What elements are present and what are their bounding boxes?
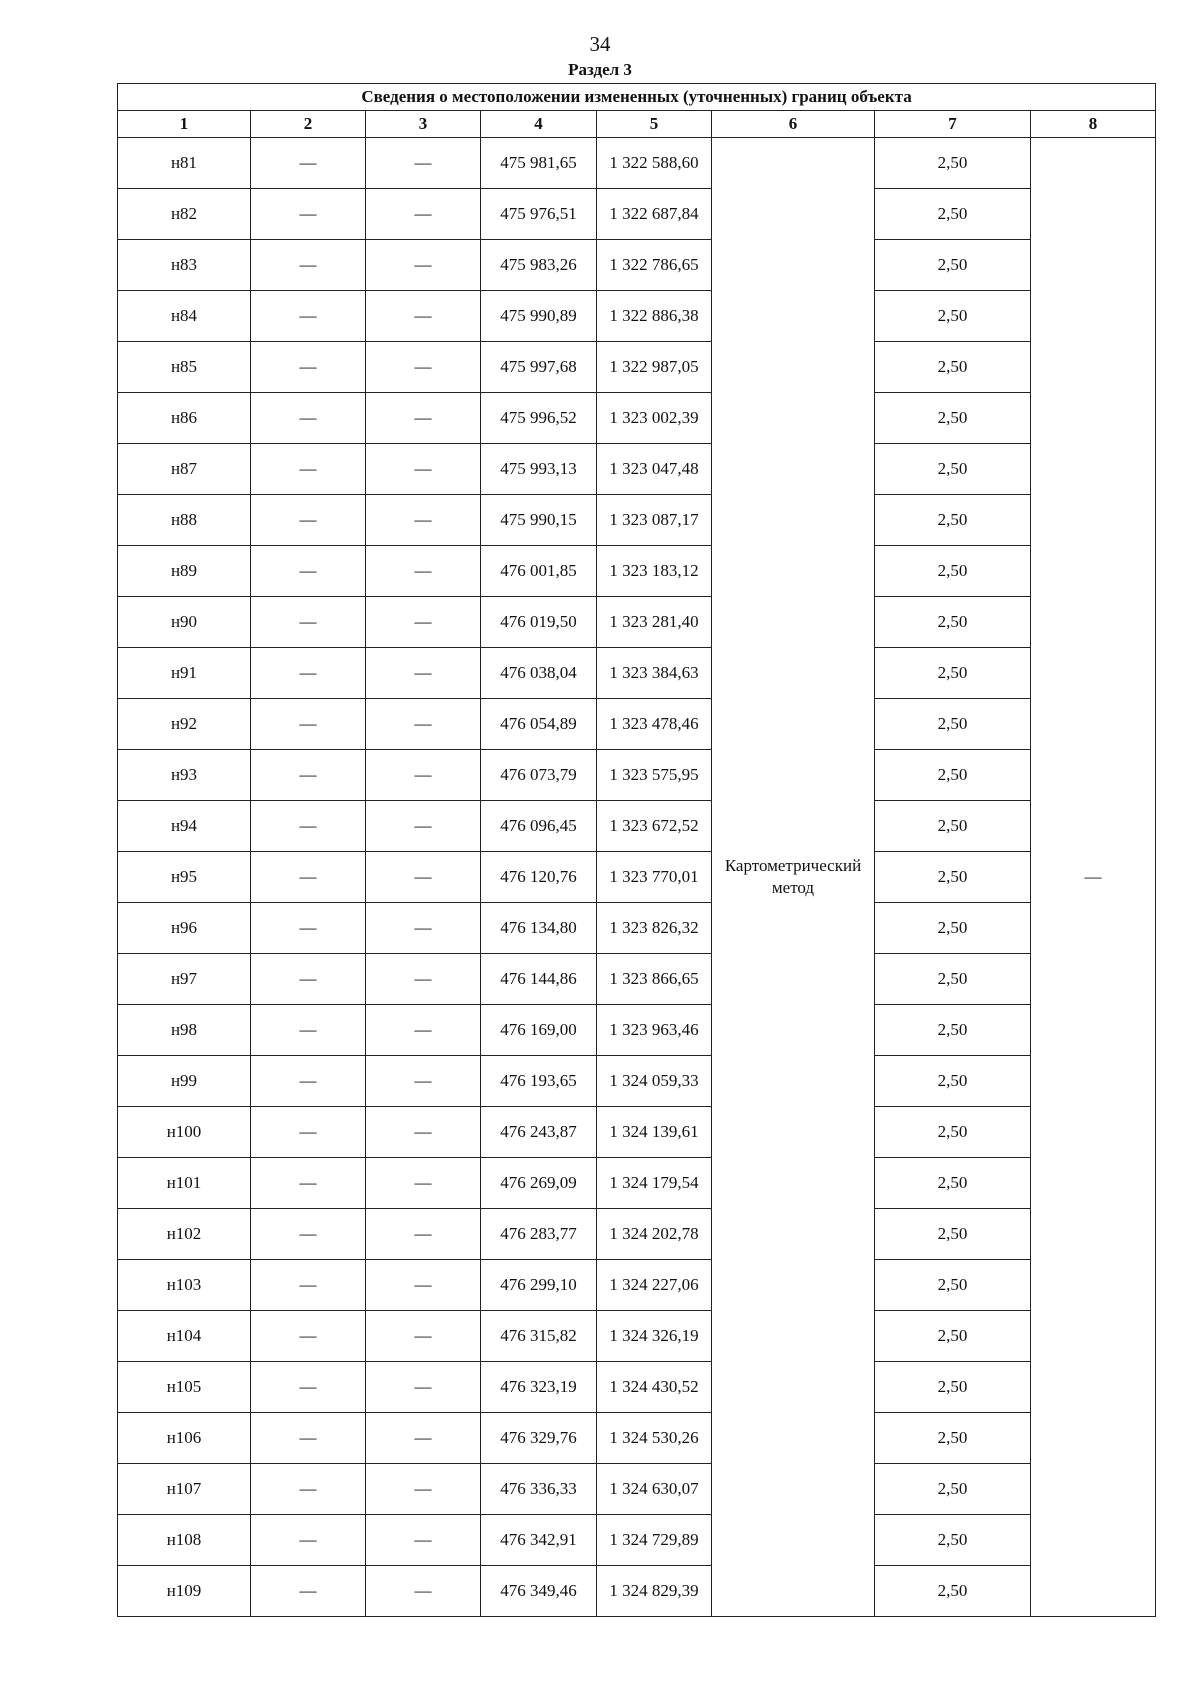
accuracy-cell: 2,50	[875, 240, 1031, 291]
y-coordinate-cell: 1 324 179,54	[597, 1158, 712, 1209]
point-name-cell: н101	[118, 1158, 251, 1209]
column-number: 1	[118, 111, 251, 138]
column-number: 6	[712, 111, 875, 138]
table-row	[118, 138, 1156, 189]
x-coordinate-cell: 475 983,26	[481, 240, 597, 291]
table-row	[118, 495, 1156, 546]
y-coordinate-cell: 1 323 384,63	[597, 648, 712, 699]
table-row	[118, 1005, 1156, 1056]
column-2-dash-cell: —	[251, 240, 366, 291]
point-name-cell: н86	[118, 393, 251, 444]
x-coordinate-cell: 476 193,65	[481, 1056, 597, 1107]
table-row	[118, 240, 1156, 291]
point-name-cell: н100	[118, 1107, 251, 1158]
accuracy-cell: 2,50	[875, 1107, 1031, 1158]
accuracy-cell: 2,50	[875, 954, 1031, 1005]
column-3-dash-cell: —	[366, 750, 481, 801]
x-coordinate-cell: 476 315,82	[481, 1311, 597, 1362]
x-coordinate-cell: 476 299,10	[481, 1260, 597, 1311]
table-row	[118, 342, 1156, 393]
y-coordinate-cell: 1 324 202,78	[597, 1209, 712, 1260]
y-coordinate-cell: 1 323 087,17	[597, 495, 712, 546]
column-2-dash-cell: —	[251, 1311, 366, 1362]
table-row	[118, 801, 1156, 852]
column-number: 3	[366, 111, 481, 138]
accuracy-cell: 2,50	[875, 1464, 1031, 1515]
y-coordinate-cell: 1 323 866,65	[597, 954, 712, 1005]
y-coordinate-cell: 1 323 478,46	[597, 699, 712, 750]
accuracy-cell: 2,50	[875, 648, 1031, 699]
column-3-dash-cell: —	[366, 801, 481, 852]
column-3-dash-cell: —	[366, 1107, 481, 1158]
column-2-dash-cell: —	[251, 1107, 366, 1158]
column-3-dash-cell: —	[366, 240, 481, 291]
column-3-dash-cell: —	[366, 138, 481, 189]
accuracy-cell: 2,50	[875, 1005, 1031, 1056]
table-row	[118, 1464, 1156, 1515]
accuracy-cell: 2,50	[875, 801, 1031, 852]
y-coordinate-cell: 1 324 829,39	[597, 1566, 712, 1617]
column-2-dash-cell: —	[251, 1158, 366, 1209]
point-name-cell: н96	[118, 903, 251, 954]
table-row	[118, 954, 1156, 1005]
accuracy-cell: 2,50	[875, 342, 1031, 393]
column-3-dash-cell: —	[366, 903, 481, 954]
column-2-dash-cell: —	[251, 648, 366, 699]
accuracy-cell: 2,50	[875, 1362, 1031, 1413]
column-3-dash-cell: —	[366, 495, 481, 546]
table-row	[118, 852, 1156, 903]
column-2-dash-cell: —	[251, 393, 366, 444]
y-coordinate-cell: 1 323 672,52	[597, 801, 712, 852]
column-3-dash-cell: —	[366, 291, 481, 342]
table-row	[118, 597, 1156, 648]
accuracy-cell: 2,50	[875, 699, 1031, 750]
point-name-cell: н95	[118, 852, 251, 903]
y-coordinate-cell: 1 324 430,52	[597, 1362, 712, 1413]
y-coordinate-cell: 1 323 770,01	[597, 852, 712, 903]
accuracy-cell: 2,50	[875, 852, 1031, 903]
point-name-cell: н85	[118, 342, 251, 393]
point-name-cell: н84	[118, 291, 251, 342]
boundary-coordinates-table	[117, 83, 1156, 1617]
column-number: 4	[481, 111, 597, 138]
column-3-dash-cell: —	[366, 1005, 481, 1056]
point-name-cell: н107	[118, 1464, 251, 1515]
x-coordinate-cell: 475 993,13	[481, 444, 597, 495]
table-caption: Сведения о местоположении измененных (уточненных) границ объекта	[118, 84, 1156, 111]
y-coordinate-cell: 1 323 281,40	[597, 597, 712, 648]
accuracy-cell: 2,50	[875, 546, 1031, 597]
accuracy-cell: 2,50	[875, 291, 1031, 342]
y-coordinate-cell: 1 324 530,26	[597, 1413, 712, 1464]
x-coordinate-cell: 475 981,65	[481, 138, 597, 189]
x-coordinate-cell: 476 243,87	[481, 1107, 597, 1158]
column-2-dash-cell: —	[251, 1260, 366, 1311]
x-coordinate-cell: 476 054,89	[481, 699, 597, 750]
column-2-dash-cell: —	[251, 750, 366, 801]
y-coordinate-cell: 1 323 183,12	[597, 546, 712, 597]
x-coordinate-cell: 476 323,19	[481, 1362, 597, 1413]
table-row	[118, 1158, 1156, 1209]
column-3-dash-cell: —	[366, 852, 481, 903]
point-name-cell: н98	[118, 1005, 251, 1056]
column-3-dash-cell: —	[366, 1056, 481, 1107]
point-name-cell: н91	[118, 648, 251, 699]
y-coordinate-cell: 1 322 987,05	[597, 342, 712, 393]
table-row	[118, 903, 1156, 954]
accuracy-cell: 2,50	[875, 495, 1031, 546]
column-3-dash-cell: —	[366, 1311, 481, 1362]
column-3-dash-cell: —	[366, 1566, 481, 1617]
y-coordinate-cell: 1 324 630,07	[597, 1464, 712, 1515]
y-coordinate-cell: 1 324 139,61	[597, 1107, 712, 1158]
column-2-dash-cell: —	[251, 801, 366, 852]
column-2-dash-cell: —	[251, 291, 366, 342]
column-number: 8	[1031, 111, 1156, 138]
point-name-cell: н104	[118, 1311, 251, 1362]
column-number-row	[118, 111, 1156, 138]
table-row	[118, 1413, 1156, 1464]
column-number: 5	[597, 111, 712, 138]
table-row	[118, 1566, 1156, 1617]
accuracy-cell: 2,50	[875, 1566, 1031, 1617]
column-2-dash-cell: —	[251, 342, 366, 393]
point-name-cell: н106	[118, 1413, 251, 1464]
point-name-cell: н94	[118, 801, 251, 852]
x-coordinate-cell: 476 329,76	[481, 1413, 597, 1464]
page-number: 34	[589, 32, 611, 56]
column-2-dash-cell: —	[251, 1515, 366, 1566]
column-2-dash-cell: —	[251, 852, 366, 903]
column-3-dash-cell: —	[366, 1260, 481, 1311]
point-name-cell: н88	[118, 495, 251, 546]
point-name-cell: н87	[118, 444, 251, 495]
column-2-dash-cell: —	[251, 546, 366, 597]
column-2-dash-cell: —	[251, 444, 366, 495]
y-coordinate-cell: 1 324 326,19	[597, 1311, 712, 1362]
column-8-dash-cell: —	[1031, 138, 1156, 1617]
y-coordinate-cell: 1 322 786,65	[597, 240, 712, 291]
x-coordinate-cell: 476 269,09	[481, 1158, 597, 1209]
x-coordinate-cell: 476 342,91	[481, 1515, 597, 1566]
point-name-cell: н81	[118, 138, 251, 189]
table-row	[118, 1362, 1156, 1413]
accuracy-cell: 2,50	[875, 903, 1031, 954]
column-2-dash-cell: —	[251, 954, 366, 1005]
y-coordinate-cell: 1 324 729,89	[597, 1515, 712, 1566]
x-coordinate-cell: 475 976,51	[481, 189, 597, 240]
column-2-dash-cell: —	[251, 189, 366, 240]
table-row	[118, 1515, 1156, 1566]
point-name-cell: н82	[118, 189, 251, 240]
x-coordinate-cell: 475 996,52	[481, 393, 597, 444]
table-row	[118, 699, 1156, 750]
accuracy-cell: 2,50	[875, 1158, 1031, 1209]
y-coordinate-cell: 1 322 687,84	[597, 189, 712, 240]
x-coordinate-cell: 475 990,15	[481, 495, 597, 546]
y-coordinate-cell: 1 323 963,46	[597, 1005, 712, 1056]
column-2-dash-cell: —	[251, 1413, 366, 1464]
table-row	[118, 189, 1156, 240]
accuracy-cell: 2,50	[875, 1311, 1031, 1362]
column-3-dash-cell: —	[366, 1362, 481, 1413]
point-name-cell: н109	[118, 1566, 251, 1617]
x-coordinate-cell: 476 096,45	[481, 801, 597, 852]
table-row	[118, 393, 1156, 444]
accuracy-cell: 2,50	[875, 1209, 1031, 1260]
table-row	[118, 546, 1156, 597]
column-2-dash-cell: —	[251, 495, 366, 546]
column-2-dash-cell: —	[251, 1362, 366, 1413]
column-2-dash-cell: —	[251, 1464, 366, 1515]
accuracy-cell: 2,50	[875, 1515, 1031, 1566]
column-3-dash-cell: —	[366, 648, 481, 699]
table-row	[118, 1260, 1156, 1311]
y-coordinate-cell: 1 323 826,32	[597, 903, 712, 954]
point-name-cell: н105	[118, 1362, 251, 1413]
point-name-cell: н93	[118, 750, 251, 801]
method-cell: Картометрический метод	[712, 138, 875, 1617]
x-coordinate-cell: 476 038,04	[481, 648, 597, 699]
point-name-cell: н99	[118, 1056, 251, 1107]
point-name-cell: н102	[118, 1209, 251, 1260]
y-coordinate-cell: 1 323 047,48	[597, 444, 712, 495]
x-coordinate-cell: 476 283,77	[481, 1209, 597, 1260]
y-coordinate-cell: 1 323 575,95	[597, 750, 712, 801]
column-2-dash-cell: —	[251, 1056, 366, 1107]
x-coordinate-cell: 476 169,00	[481, 1005, 597, 1056]
column-3-dash-cell: —	[366, 546, 481, 597]
accuracy-cell: 2,50	[875, 393, 1031, 444]
accuracy-cell: 2,50	[875, 597, 1031, 648]
y-coordinate-cell: 1 324 227,06	[597, 1260, 712, 1311]
table-row	[118, 1107, 1156, 1158]
column-3-dash-cell: —	[366, 954, 481, 1005]
accuracy-cell: 2,50	[875, 444, 1031, 495]
column-3-dash-cell: —	[366, 1515, 481, 1566]
y-coordinate-cell: 1 322 588,60	[597, 138, 712, 189]
table-row	[118, 1056, 1156, 1107]
point-name-cell: н108	[118, 1515, 251, 1566]
y-coordinate-cell: 1 324 059,33	[597, 1056, 712, 1107]
x-coordinate-cell: 476 120,76	[481, 852, 597, 903]
table-row	[118, 291, 1156, 342]
table-row	[118, 444, 1156, 495]
x-coordinate-cell: 476 073,79	[481, 750, 597, 801]
column-2-dash-cell: —	[251, 1566, 366, 1617]
point-name-cell: н83	[118, 240, 251, 291]
column-3-dash-cell: —	[366, 1413, 481, 1464]
point-name-cell: н89	[118, 546, 251, 597]
y-coordinate-cell: 1 322 886,38	[597, 291, 712, 342]
x-coordinate-cell: 476 349,46	[481, 1566, 597, 1617]
table-row	[118, 1311, 1156, 1362]
column-2-dash-cell: —	[251, 1209, 366, 1260]
column-3-dash-cell: —	[366, 342, 481, 393]
x-coordinate-cell: 476 019,50	[481, 597, 597, 648]
accuracy-cell: 2,50	[875, 1413, 1031, 1464]
accuracy-cell: 2,50	[875, 1056, 1031, 1107]
accuracy-cell: 2,50	[875, 1260, 1031, 1311]
x-coordinate-cell: 476 336,33	[481, 1464, 597, 1515]
table-row	[118, 750, 1156, 801]
x-coordinate-cell: 476 134,80	[481, 903, 597, 954]
column-2-dash-cell: —	[251, 903, 366, 954]
x-coordinate-cell: 476 001,85	[481, 546, 597, 597]
column-3-dash-cell: —	[366, 1158, 481, 1209]
column-3-dash-cell: —	[366, 597, 481, 648]
table-row	[118, 648, 1156, 699]
point-name-cell: н92	[118, 699, 251, 750]
column-3-dash-cell: —	[366, 393, 481, 444]
column-2-dash-cell: —	[251, 138, 366, 189]
accuracy-cell: 2,50	[875, 750, 1031, 801]
column-2-dash-cell: —	[251, 597, 366, 648]
point-name-cell: н97	[118, 954, 251, 1005]
x-coordinate-cell: 475 990,89	[481, 291, 597, 342]
accuracy-cell: 2,50	[875, 138, 1031, 189]
column-number: 7	[875, 111, 1031, 138]
point-name-cell: н90	[118, 597, 251, 648]
column-3-dash-cell: —	[366, 1464, 481, 1515]
section-title: Раздел 3	[568, 60, 632, 79]
column-number: 2	[251, 111, 366, 138]
table-row	[118, 1209, 1156, 1260]
column-2-dash-cell: —	[251, 1005, 366, 1056]
column-3-dash-cell: —	[366, 1209, 481, 1260]
column-2-dash-cell: —	[251, 699, 366, 750]
accuracy-cell: 2,50	[875, 189, 1031, 240]
point-name-cell: н103	[118, 1260, 251, 1311]
x-coordinate-cell: 475 997,68	[481, 342, 597, 393]
table-body	[118, 138, 1156, 1617]
column-3-dash-cell: —	[366, 189, 481, 240]
x-coordinate-cell: 476 144,86	[481, 954, 597, 1005]
column-3-dash-cell: —	[366, 444, 481, 495]
y-coordinate-cell: 1 323 002,39	[597, 393, 712, 444]
column-3-dash-cell: —	[366, 699, 481, 750]
